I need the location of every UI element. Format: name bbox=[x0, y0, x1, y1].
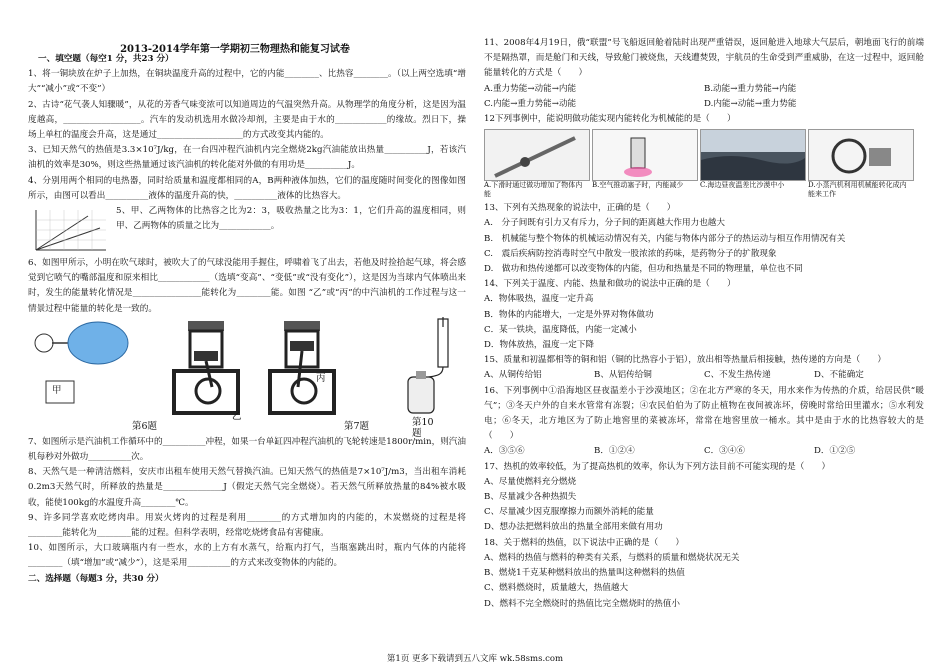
option: D、想办法把燃料放出的热量全部用来做有用功 bbox=[484, 522, 663, 533]
question-1: 1、将一铜块放在炉子上加热，在铜块温度升高的过程中，它的内能________、比热容________。（以上两空选填“增大”“减小”或“不变”） bbox=[28, 69, 466, 95]
page-title: 2013-2014学年第一学期初三物理热和能复习试卷 bbox=[120, 44, 350, 55]
option: D．①②⑤ bbox=[814, 446, 856, 457]
tube-image bbox=[592, 129, 698, 181]
question-10: 10、如图所示，大口玻璃瓶内有一些水，水的上方有水蒸气，给瓶内打气，当瓶塞跳出时，瓶内气体的内能将________（填“增加”或“减少”），这是采用__________的方式来改变物体的内能的。 bbox=[28, 543, 466, 569]
option: C、燃料燃烧时，质量越大，热值越大 bbox=[484, 583, 629, 594]
q12-pictures bbox=[484, 129, 924, 199]
option: D.内能→动能→重力势能 bbox=[704, 98, 797, 109]
left-column bbox=[28, 52, 466, 587]
question-14: 14、下列关于温度、内能、热量和做功的说法中正确的是（ ） bbox=[484, 279, 736, 290]
figure-caption-6: 第6题 bbox=[132, 420, 158, 432]
question-3: 3、已知天然气的热值是3.3×10⁷J/kg，在一台四冲程汽油机内完全燃烧2kg汽油能放出热量__________J，若该汽油机的效率是30%，则这些热量通过该汽油机的转化能对外做的有用功是__________J。 bbox=[28, 145, 466, 171]
question-5: 5、甲、乙两物体的比热容之比为2：3，吸收热量之比为3：1，它们升高的温度相同，则甲、乙两物体的质量之比为____________。 bbox=[116, 206, 466, 232]
option: C.内能→重力势能→动能 bbox=[484, 98, 577, 109]
balloon-figure bbox=[32, 321, 144, 413]
figures-row bbox=[28, 317, 466, 439]
figure-caption-10: 第10题 bbox=[412, 416, 434, 439]
section-multiple-choice: 二、选择题（每题3 分，共30 分） bbox=[28, 573, 164, 584]
option: D、燃料不完全燃烧时的热值比完全燃烧时的热值小 bbox=[484, 598, 680, 609]
engine-figure-bing bbox=[264, 317, 344, 421]
option: B．物体的内能增大，一定是外界对物体做功 bbox=[484, 309, 654, 320]
question-4: 4、分别用两个相同的电热器，同时给质量和温度都相同的A，B两种液体加热，它们的温度随时间变化的图像如图所示，由图可以看出__________液体的温度升高的快，__________液体的比热容大。 bbox=[28, 175, 466, 201]
question-6: 6、如图甲所示，小明在吹气球时，被吹大了的气球没能用手握住，呼啸着飞了出去，若他及时捡拾起气球，将会感觉到它喷气的嘴部温度和原来相比____________（选填“变高”、“变低”或“没有变化”），这是因为当球内气体喷出来时，发生的能量转化情况是________________能转化为________能。如图 “乙”或“丙”的中汽油机的工作过程与这一情景过程中能量的转化是一致的。 bbox=[28, 258, 466, 314]
section-fill-blank: 一、填空题（每空1 分，共23 分） bbox=[38, 54, 174, 64]
option: C．某一铁块，温度降低，内能一定减小 bbox=[484, 324, 637, 335]
temperature-time-graph bbox=[28, 206, 110, 256]
picture-caption: C.海边昼夜温差比沙漠中小 bbox=[700, 181, 785, 190]
page-footer: 第1页 更多下载请到五八文库 wk.58sms.com bbox=[386, 654, 564, 664]
option: B.动能→重力势能→内能 bbox=[704, 83, 797, 94]
bottle-pump-figure bbox=[388, 317, 466, 417]
question-18: 18、关于燃料的热值，以下说法中正确的是（ ） bbox=[484, 537, 684, 548]
option: D. 做功和热传递都可以改变物体的内能，但功和热量是不同的物理量，单位也不同 bbox=[484, 264, 803, 275]
steam-engine-image bbox=[808, 129, 914, 181]
option: D．物体放热，温度一定下降 bbox=[484, 340, 595, 351]
q15-options bbox=[484, 368, 924, 383]
figure-caption-7: 第7题 bbox=[344, 420, 370, 432]
option: B. 机械能与整个物体的机械运动情况有关，内能与物体内部分子的热运动与相互作用情况有关 bbox=[484, 233, 846, 244]
slide-image bbox=[484, 129, 590, 181]
seaside-image bbox=[700, 129, 806, 181]
engine-figure-yi bbox=[168, 317, 248, 421]
option: B、燃烧1千克某种燃料放出的热量叫这种燃料的热值 bbox=[484, 568, 685, 579]
picture-d bbox=[808, 129, 912, 199]
q11-options-row-2 bbox=[484, 97, 924, 112]
option: B．①②④ bbox=[594, 446, 635, 457]
question-16: 16、下列事例中①沿海地区昼夜温差小于沙漠地区；②在北方严寒的冬天，用水来作为传热的介质，给居民供“暖气”；③冬天户外的自来水管常有冻裂；④农民伯伯为了防止植物在夜间被冻坏，傍晚时常给田里灌水；⑤水利发电；⑥冬天，北方地区为了防止地窖里的菜被冻坏，常常在地窖里放一桶水。其中是由于水的比热容较大的是（ ） bbox=[484, 385, 924, 442]
question-9: 9、许多同学喜欢吃烤肉串。用炭火烤肉的过程是利用________的方式增加肉的内能的，木炭燃烧的过程是将________能转化为________能的过程。但科学表明，经常吃烧烤食品有害健康。 bbox=[28, 512, 466, 539]
option: C、不发生热传递 bbox=[704, 370, 771, 381]
figure-label-jia: 甲 bbox=[52, 384, 62, 396]
picture-caption: D.小蒸汽机利用机械能转化成内能来工作 bbox=[808, 181, 907, 199]
figure-label-yi: 乙 bbox=[232, 410, 242, 422]
question-11: 11、2008年4月19日，俄“联盟”号飞船返回舱着陆时出现严重错误，返回舱进入地球大气层后，朝地面飞行的前端不是隔热罩，而是舱门和天线，导致舱门被烧焦，天线遭焚毁，宇航员的生命受到严重威胁，在这一过程中，返回舱能量转化的方式是（ ） bbox=[484, 38, 924, 79]
option: A、尽量使燃料充分燃烧 bbox=[484, 476, 577, 487]
option: A、从铜传给铝 bbox=[484, 370, 542, 381]
question-7: 7、如图所示是汽油机工作循环中的__________冲程，如果一台单缸四冲程汽油机的飞轮转速是1800r/min，则汽油机每秒对外做功__________次。 bbox=[28, 436, 466, 463]
option: B、尽量减少各种热损失 bbox=[484, 492, 577, 503]
picture-c bbox=[700, 129, 804, 199]
option: B、从铝传给铜 bbox=[594, 370, 652, 381]
q16-options bbox=[484, 444, 924, 459]
question-2: 2、古诗“花气袭人知骤暖”，从花的芳香气味变浓可以知道周边的气温突然升高。从物理学的角度分析，这是因为温度越高，__________________。汽车的发动机选用水做冷却剂，主要是由于水的____________的缘故。烈日下，操场上单杠的温度会升高，这是通过____________________的方式改变其内能的。 bbox=[28, 99, 466, 141]
picture-b bbox=[592, 129, 696, 199]
option: A.重力势能→动能→内能 bbox=[484, 83, 577, 94]
figure-label-bing: 丙 bbox=[316, 372, 326, 384]
question-12: 12下列事例中，能说明做功能实现内能转化为机械能的是（ ） bbox=[484, 114, 736, 125]
option: A、燃料的热值与燃料的种类有关系，与燃料的质量和燃烧状况无关 bbox=[484, 552, 740, 563]
right-column bbox=[484, 36, 924, 612]
option: D、不能确定 bbox=[814, 370, 864, 381]
option: A．物体吸热，温度一定升高 bbox=[484, 294, 594, 305]
option: C、尽量减少因克服摩擦力而额外消耗的能量 bbox=[484, 507, 654, 518]
option: C. 震后疾病防控消毒时空气中散发一股浓浓的药味，是药物分子的扩散现象 bbox=[484, 248, 777, 259]
question-15: 15、质量和初温都相等的铜和铝（铜的比热容小于铝），放出相等热量后相接触，热传递的方向是（ ） bbox=[484, 355, 886, 366]
option: A．③⑤⑥ bbox=[484, 446, 525, 457]
option: C．③④⑥ bbox=[704, 446, 745, 457]
option: A. 分子间既有引力又有斥力，分子间的距离越大作用力也越大 bbox=[484, 218, 725, 229]
question-13: 13、下列有关热现象的说法中，正确的是（ ） bbox=[484, 203, 676, 214]
picture-caption: A.下滑时通过做功增加了物体内能 bbox=[484, 181, 583, 199]
picture-caption: B.空气推动塞子时，内能减少 bbox=[592, 181, 684, 190]
q11-options-row-1 bbox=[484, 82, 924, 97]
question-8: 8、天然气是一种清洁燃料，安庆市出租车使用天然气替换汽油。已知天然气的热值是7×10⁷J/m3，当出租车消耗0.2m3天然气时，所释放的热量是______________J（假定天然气完全燃烧）。若天然气所释放热量的84%被水吸收，能使100kg的水温度升高________℃。 bbox=[28, 467, 466, 508]
question-17: 17、热机的效率较低，为了提高热机的效率，你认为下列方法目前不可能实现的是（ ） bbox=[484, 461, 831, 472]
picture-a bbox=[484, 129, 588, 199]
